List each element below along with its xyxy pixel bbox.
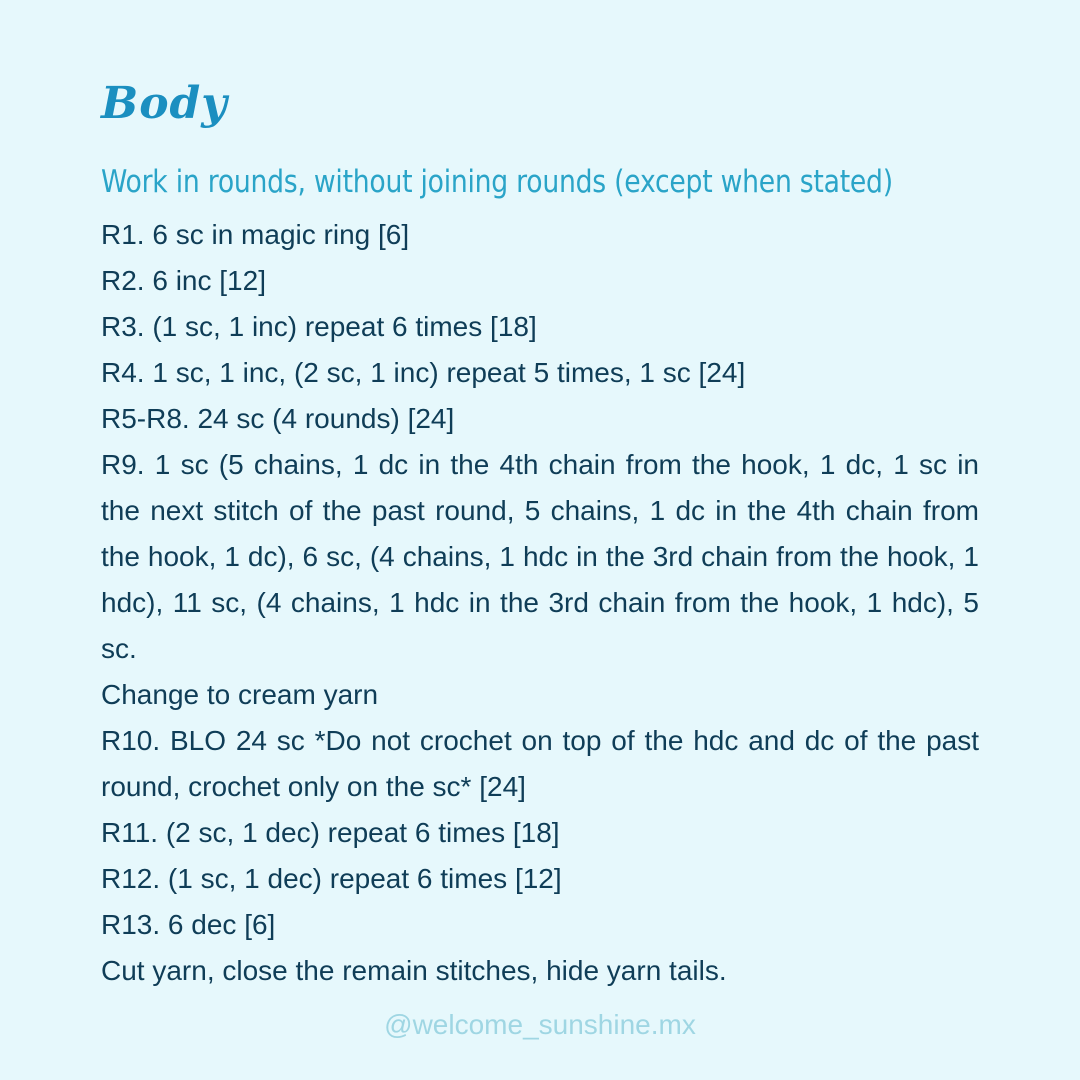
instruction-r9: R9. 1 sc (5 chains, 1 dc in the 4th chain from the hook, 1 dc, 1 sc in the next stitch of the past round, 5 chains, 1 dc in the 4th chain from the hook, 1 dc), 6 sc, (4 chains, 1 hdc in the 3rd chain from the hook, 1 hdc), 11 sc, (4 chains, 1 hdc in the 3rd chain from the hook, 1 hdc), 5 sc. bbox=[101, 449, 979, 664]
author-handle: @welcome_sunshine.mx bbox=[384, 1009, 696, 1040]
instruction-r12: R12. (1 sc, 1 dec) repeat 6 times [12] bbox=[101, 863, 562, 894]
instruction-r11: R11. (2 sc, 1 dec) repeat 6 times [18] bbox=[101, 817, 560, 848]
instruction-r1: R1. 6 sc in magic ring [6] bbox=[101, 219, 410, 250]
instruction-r10: R10. BLO 24 sc *Do not crochet on top of the hdc and dc of the past round, crochet only on the sc* [24] bbox=[101, 725, 979, 802]
section-subtitle: Work in rounds, without joining rounds (except when stated) bbox=[101, 164, 893, 200]
instruction-r4: R4. 1 sc, 1 inc, (2 sc, 1 inc) repeat 5 times, 1 sc [24] bbox=[101, 357, 746, 388]
instruction-finish: Cut yarn, close the remain stitches, hide yarn tails. bbox=[101, 955, 727, 986]
instruction-list bbox=[101, 212, 979, 994]
instruction-r5-r8: R5-R8. 24 sc (4 rounds) [24] bbox=[101, 403, 455, 434]
instruction-r2: R2. 6 inc [12] bbox=[101, 265, 266, 296]
instruction-color-change: Change to cream yarn bbox=[101, 679, 379, 710]
section-title: Body bbox=[101, 78, 228, 129]
instruction-r3: R3. (1 sc, 1 inc) repeat 6 times [18] bbox=[101, 311, 537, 342]
pattern-section bbox=[101, 74, 979, 994]
instruction-r13: R13. 6 dec [6] bbox=[101, 909, 276, 940]
